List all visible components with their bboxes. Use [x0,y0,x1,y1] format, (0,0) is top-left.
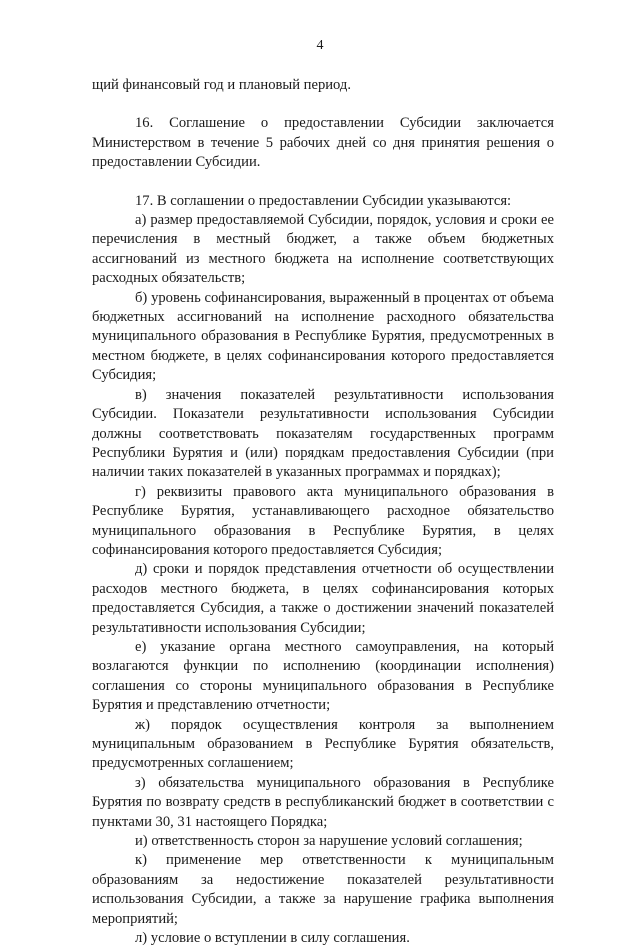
item-d: д) сроки и порядок представления отчетности об осуществлении расходов местного бюджета, в целях софинансирования которых предоставляется Субсидия, а также о достижении значений показателей результативности использования Субсидии; [92,561,554,636]
item-g: г) реквизиты правового акта муниципального образования в Республике Бурятия, устанавливающего расходное обязательство муниципального образования в Республике Бурятия, в целях софинансирования которого предоставляется Субсидия; [92,483,554,558]
item-v: в) значения показателей результативности использования Субсидии. Показатели результативности использования Субсидии должны соответствовать показателям государственных программ Республики Бурятия и (или) порядкам предоставления Субсидии (при наличии таких показателей в указанных программах и порядках); [92,386,554,481]
item-z: з) обязательства муниципального образования в Республике Бурятия по возврату средств в республиканский бюджет в соответствии с пунктами 30, 31 настоящего Порядка; [92,774,554,830]
item-k: к) применение мер ответственности к муниципальным образованиям за недостижение показателей результативности использования Субсидии, а также за нарушение графика выполнения мероприятий; [92,852,554,927]
paragraph-17: 17. В соглашении о предоставлении Субсидии указываются: [135,192,512,209]
item-a: а) размер предоставляемой Субсидии, порядок, условия и сроки ее перечисления в местный бюджет, а также объем бюджетных ассигнований из местного бюджета на исполнение соответствующих расходных обязательств; [92,212,554,287]
document-body [92,76,554,948]
paragraph-continuation: щий финансовый год и плановый период. [92,77,352,93]
item-i: и) ответственность сторон за нарушение условий соглашения; [135,833,523,850]
item-e: е) указание органа местного самоуправления, на который возлагаются функции по исполнению (координации исполнения) соглашения со стороны муниципального образования в Республике Бурятия и представлению отчетности; [92,638,554,714]
item-b: б) уровень софинансирования, выраженный в процентах от объема бюджетных ассигнований на исполнение расходного обязательства муниципального образования в Республике Бурятия, предусмотренных в местном бюджете, в целях софинансирования которого предоставляется Субсидия; [92,289,554,384]
item-zh: ж) порядок осуществления контроля за выполнением муниципальным образованием в Республике Бурятия обязательств, предусмотренных соглашением; [92,716,554,772]
page-number: 4 [316,38,324,53]
item-l: л) условие о вступлении в силу соглашения. [135,930,410,947]
paragraph-16: 16. Соглашение о предоставлении Субсидии заключается Министерством в течение 5 рабочих дней со дня принятия решения о предоставлении Субсидии. [92,115,554,171]
